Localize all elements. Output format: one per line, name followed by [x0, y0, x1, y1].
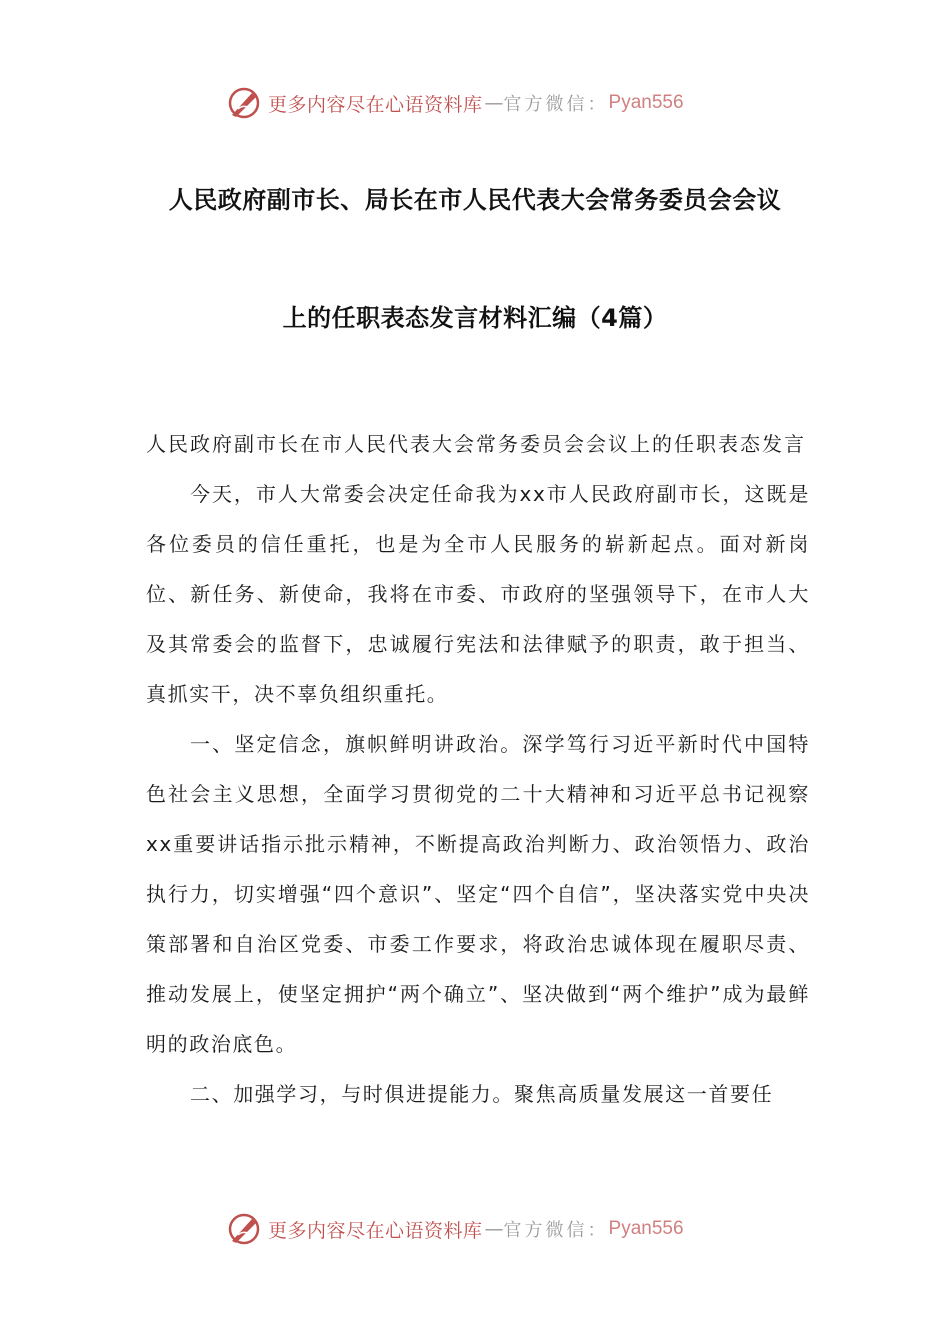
- watermark-dash: —: [484, 92, 502, 114]
- document-body: [146, 419, 810, 1119]
- pen-logo-icon: [226, 85, 262, 121]
- watermark-dash: —: [484, 1218, 502, 1240]
- section-heading: 人民政府副市长在市人民代表大会常务委员会会议上的任职表态发言: [146, 432, 806, 456]
- body-paragraph: 二、加强学习，与时俱进提能力。聚焦高质量发展这一首要任: [190, 1082, 774, 1106]
- body-paragraph: 今天，市人大常委会决定任命我为xx市人民政府副市长，这既是各位委员的信任重托，也是为全市人民服务的崭新起点。面对新岗位、新任务、新使命，我将在市委、市政府的坚强领导下，在市人大及其常委会的监督下，忠诚履行宪法和法律赋予的职责，敢于担当、真抓实干，决不辜负组织重托。: [146, 482, 810, 706]
- watermark-text: 更多内容尽在心语资料库: [268, 93, 483, 116]
- watermark-banner-bottom: [226, 1209, 684, 1249]
- document-title-line-2: 上的任职表态发言材料汇编（4篇）: [282, 304, 668, 332]
- watermark-wechat-id: Pyan556: [608, 1218, 684, 1239]
- watermark-wechat-id: Pyan556: [608, 92, 684, 113]
- pen-logo-icon: [226, 1211, 262, 1247]
- watermark-text: 更多内容尽在心语资料库: [268, 1219, 483, 1242]
- document-title-line-1: 人民政府副市长、局长在市人民代表大会常务委员会会议: [168, 186, 782, 214]
- body-paragraph: 一、坚定信念，旗帜鲜明讲政治。深学笃行习近平新时代中国特色社会主义思想，全面学习贯彻党的二十大精神和习近平总书记视察xx重要讲话指示批示精神，不断提高政治判断力、政治领悟力、政治执行力，切实增强“四个意识”、坚定“四个自信”，坚决落实党中央决策部署和自治区党委、市委工作要求，将政治忠诚体现在履职尽责、推动发展上，使坚定拥护“两个确立”、坚决做到“两个维护”成为最鲜明的政治底色。: [146, 732, 810, 1056]
- watermark-banner-top: [226, 83, 684, 123]
- watermark-wechat-label: 官方微信：: [503, 1220, 609, 1241]
- watermark-wechat-label: 官方微信：: [503, 94, 609, 115]
